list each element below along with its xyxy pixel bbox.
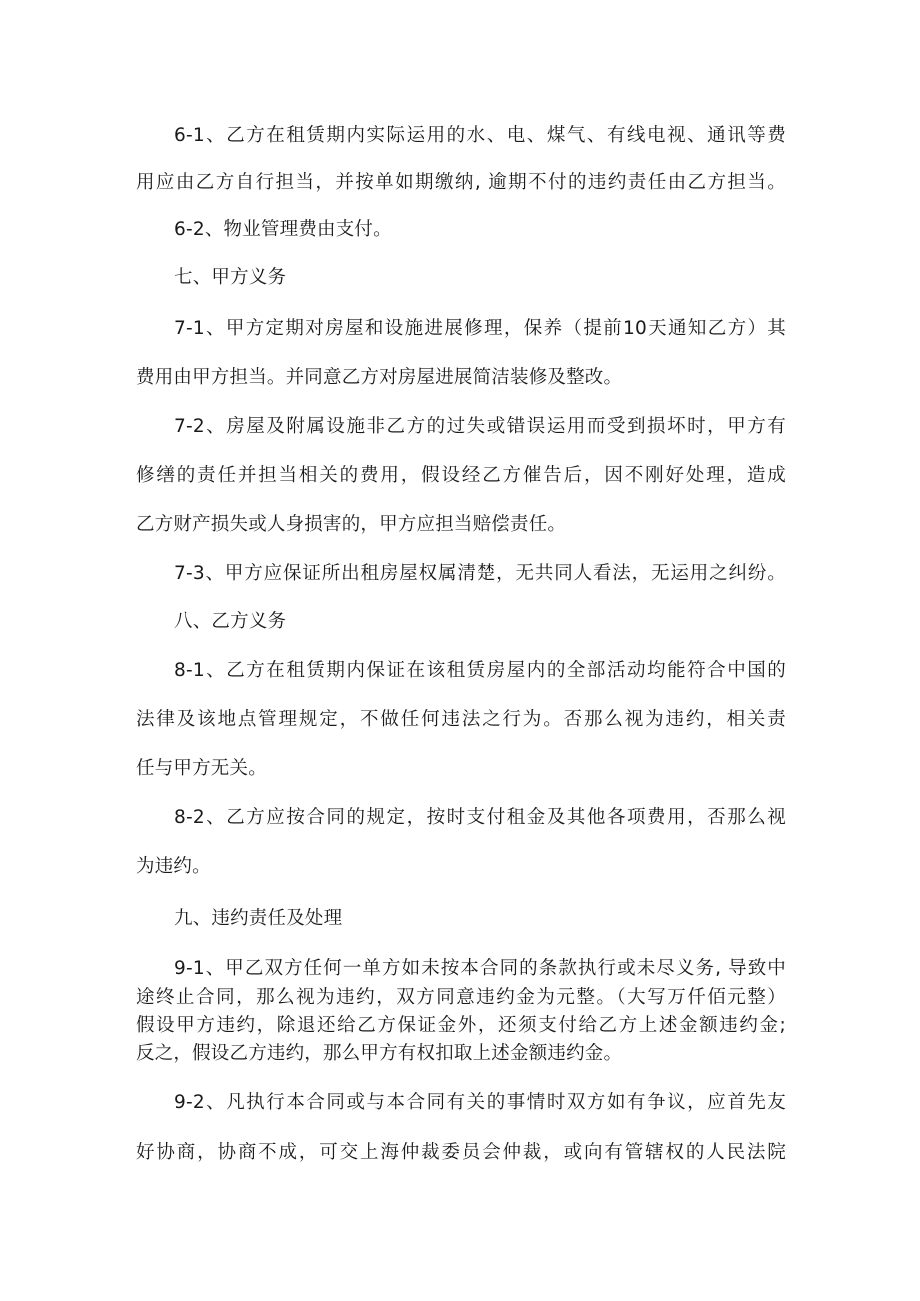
section-8-heading: 八、乙方义务 bbox=[174, 611, 287, 632]
clause-9-1-line-2: 途终止合同，那么视为违约，双方同意违约金为元整。（大写万仟佰元整） bbox=[136, 987, 786, 1008]
clause-8-2-line-2: 为违约。 bbox=[136, 856, 211, 877]
clause-7-1-line-1: 7-1、甲方定期对房屋和设施进展修理，保养（提前10天通知乙方）其 bbox=[174, 318, 786, 339]
section-7-heading: 七、甲方义务 bbox=[174, 267, 287, 288]
clause-7-3: 7-3、甲方应保证所出租房屋权属清楚，无共同人看法，无运用之纠纷。 bbox=[174, 563, 786, 584]
clause-7-2-line-3: 乙方财产损失或人身损害的，甲方应担当赔偿责任。 bbox=[136, 514, 567, 535]
clause-8-1-line-3: 任与甲方无关。 bbox=[136, 758, 267, 779]
clause-8-2-line-1: 8-2、乙方应按合同的规定，按时支付租金及其他各项费用，否那么视 bbox=[174, 807, 786, 828]
clause-9-1-line-1: 9-1、甲乙双方任何一单方如未按本合同的条款执行或未尽义务, 导致中 bbox=[174, 958, 786, 979]
clause-6-2: 6-2、物业管理费由支付。 bbox=[174, 219, 392, 240]
clause-9-2-line-1: 9-2、凡执行本合同或与本合同有关的事情时双方如有争议，应首先友 bbox=[174, 1092, 786, 1113]
clause-8-1-line-2: 法律及该地点管理规定，不做任何违法之行为。否那么视为违约，相关责 bbox=[136, 709, 786, 730]
section-9-heading: 九、违约责任及处理 bbox=[174, 908, 343, 929]
clause-9-1-line-4: 反之，假设乙方违约，那么甲方有权扣取上述金额违约金。 bbox=[136, 1043, 623, 1064]
clause-6-1-line-2: 用应由乙方自行担当，并按单如期缴纳, 逾期不付的违约责任由乙方担当。 bbox=[136, 172, 786, 193]
clause-9-2-line-2: 好协商，协商不成，可交上海仲裁委员会仲裁，或向有管辖权的人民法院 bbox=[136, 1142, 786, 1163]
clause-6-1-line-1: 6-1、乙方在租赁期内实际运用的水、电、煤气、有线电视、通讯等费 bbox=[174, 125, 786, 146]
clause-7-2-line-1: 7-2、房屋及附属设施非乙方的过失或错误运用而受到损坏时，甲方有 bbox=[174, 416, 786, 437]
clause-7-2-line-2: 修缮的责任并担当相关的费用，假设经乙方催告后，因不刚好处理，造成 bbox=[136, 465, 786, 486]
clause-7-1-line-2: 费用由甲方担当。并同意乙方对房屋进展简洁装修及整改。 bbox=[136, 367, 623, 388]
clause-8-1-line-1: 8-1、乙方在租赁期内保证在该租赁房屋内的全部活动均能符合中国的 bbox=[174, 660, 786, 681]
clause-9-1-line-3: 假设甲方违约，除退还给乙方保证金外，还须支付给乙方上述金额违约金; bbox=[136, 1015, 786, 1036]
